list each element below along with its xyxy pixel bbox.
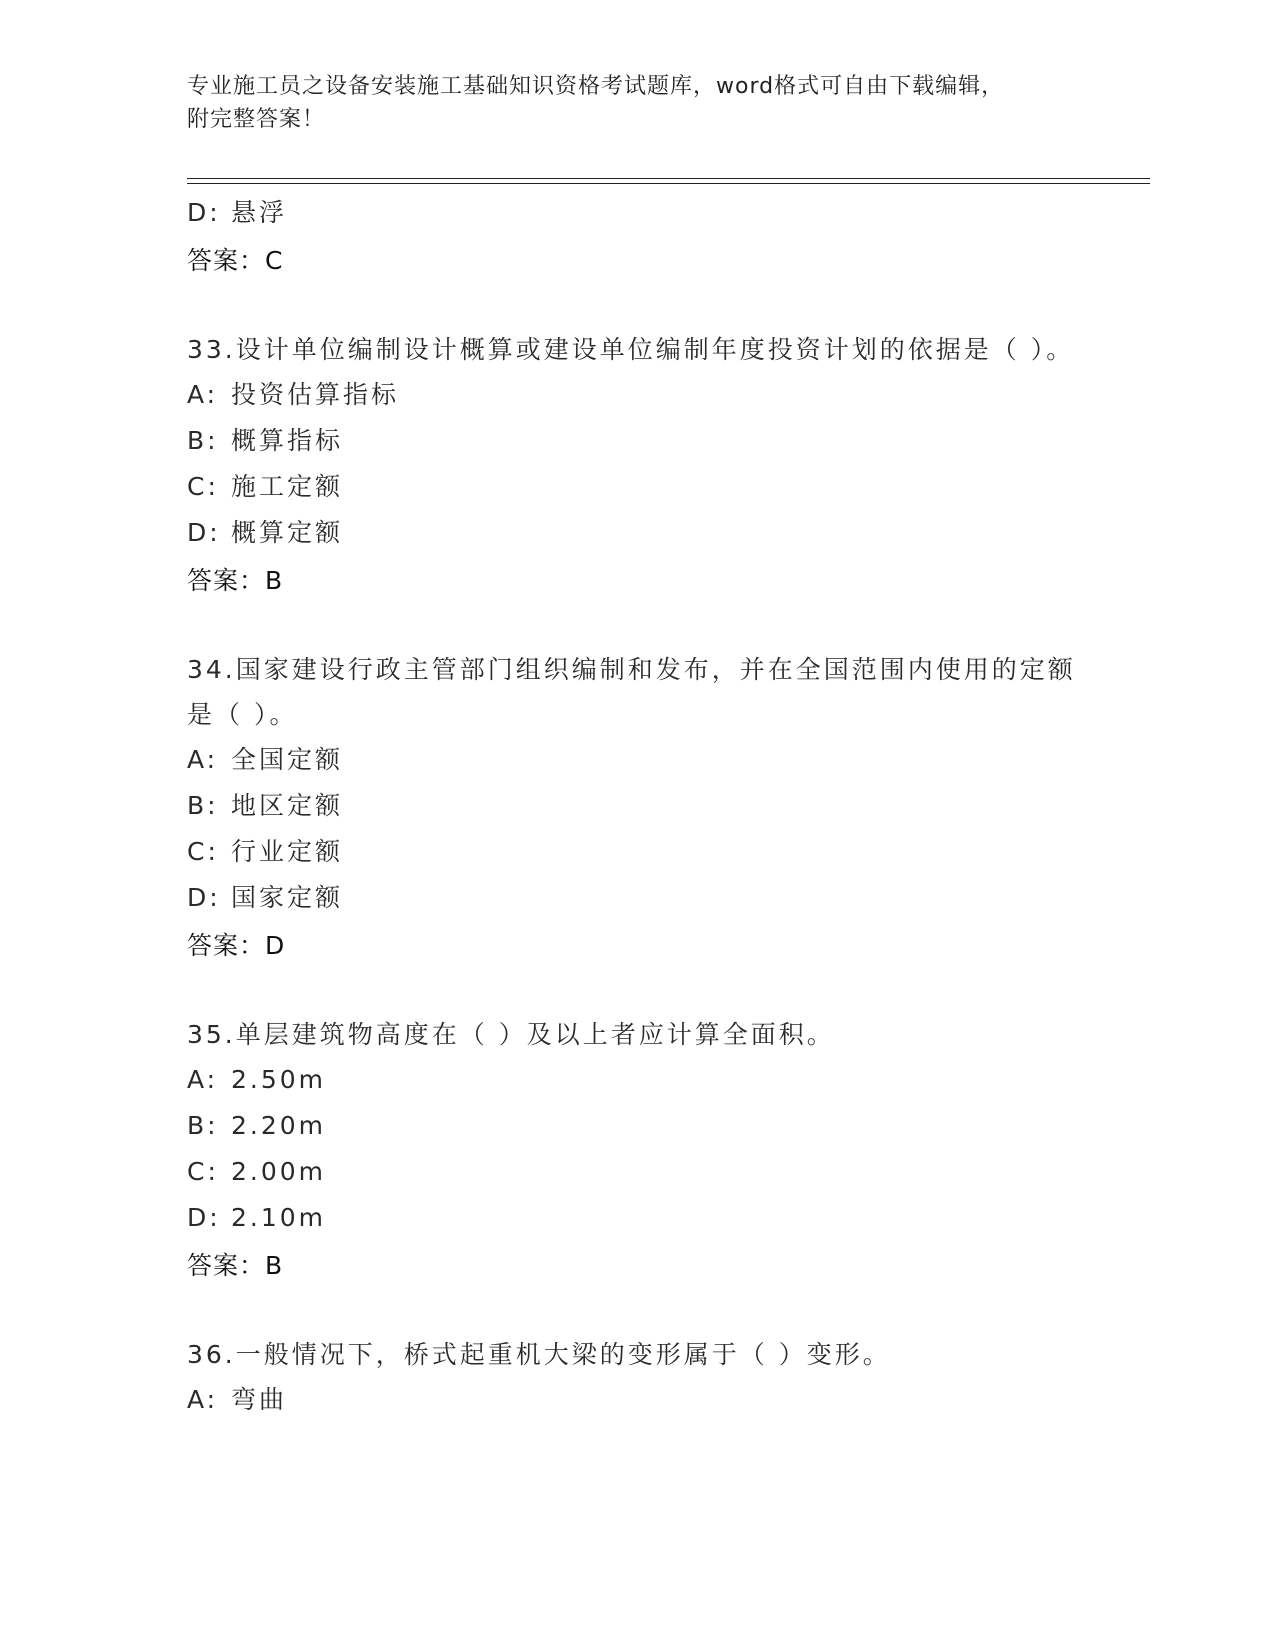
q34-option-c xyxy=(187,829,1087,875)
header-divider-bottom xyxy=(187,183,1150,184)
option-text: 投资估算指标 xyxy=(231,380,400,409)
option-key: A: xyxy=(187,745,219,774)
q33-option-b xyxy=(187,418,1087,464)
option-key: D: xyxy=(187,883,221,912)
option-key: D: xyxy=(187,1203,221,1232)
option-text: 概算指标 xyxy=(231,426,344,455)
option-text: 悬浮 xyxy=(231,198,288,227)
option-key: D: xyxy=(187,518,221,547)
q34-stem: 34.国家建设行政主管部门组织编制和发布，并在全国范围内使用的定额是（ ）。 xyxy=(187,655,1076,729)
option-text: 弯曲 xyxy=(231,1385,288,1414)
option-key: A: xyxy=(187,380,219,409)
q34-option-d xyxy=(187,875,1087,921)
q33-stem: 33.设计单位编制设计概算或建设单位编制年度投资计划的依据是（ ）。 xyxy=(187,335,1075,364)
q36-stem: 36.一般情况下，桥式起重机大梁的变形属于（ ）变形。 xyxy=(187,1340,891,1369)
q34-option-a xyxy=(187,737,1087,783)
option-text: 2.50m xyxy=(231,1065,327,1094)
q33-option-c xyxy=(187,464,1087,510)
q33-option-d xyxy=(187,510,1087,556)
q33-option-a xyxy=(187,372,1087,418)
question-list xyxy=(187,190,1087,1423)
option-key: C: xyxy=(187,1157,219,1186)
option-key: D: xyxy=(187,198,221,227)
option-text: 施工定额 xyxy=(231,472,344,501)
q34-option-b xyxy=(187,783,1087,829)
q35-stem: 35.单层建筑物高度在（ ）及以上者应计算全面积。 xyxy=(187,1020,835,1049)
q32-option-d xyxy=(187,190,1087,236)
option-text: 2.00m xyxy=(231,1157,327,1186)
option-key: C: xyxy=(187,472,219,501)
option-key: B: xyxy=(187,426,219,455)
option-key: A: xyxy=(187,1385,219,1414)
option-text: 行业定额 xyxy=(231,837,344,866)
option-text: 地区定额 xyxy=(231,791,344,820)
option-text: 国家定额 xyxy=(231,883,344,912)
header-line-1: 专业施工员之设备安装施工基础知识资格考试题库，word格式可自由下载编辑， xyxy=(187,74,1005,99)
option-text: 2.10m xyxy=(231,1203,327,1232)
q33-answer: 答案：B xyxy=(187,566,284,595)
q36-option-a xyxy=(187,1377,1087,1423)
q35-option-c xyxy=(187,1149,1087,1195)
option-text: 全国定额 xyxy=(231,745,344,774)
q35-option-a xyxy=(187,1057,1087,1103)
q35-option-b xyxy=(187,1103,1087,1149)
option-key: B: xyxy=(187,1111,219,1140)
header-line-2: 附完整答案！ xyxy=(187,107,326,132)
option-key: A: xyxy=(187,1065,219,1094)
q35-option-d xyxy=(187,1195,1087,1241)
document-header xyxy=(187,70,1087,136)
option-text: 2.20m xyxy=(231,1111,327,1140)
q34-answer: 答案：D xyxy=(187,931,286,960)
q32-answer: 答案：C xyxy=(187,246,284,275)
option-text: 概算定额 xyxy=(231,518,344,547)
option-key: C: xyxy=(187,837,219,866)
q35-answer: 答案：B xyxy=(187,1251,284,1280)
option-key: B: xyxy=(187,791,219,820)
header-divider-top xyxy=(187,178,1150,179)
